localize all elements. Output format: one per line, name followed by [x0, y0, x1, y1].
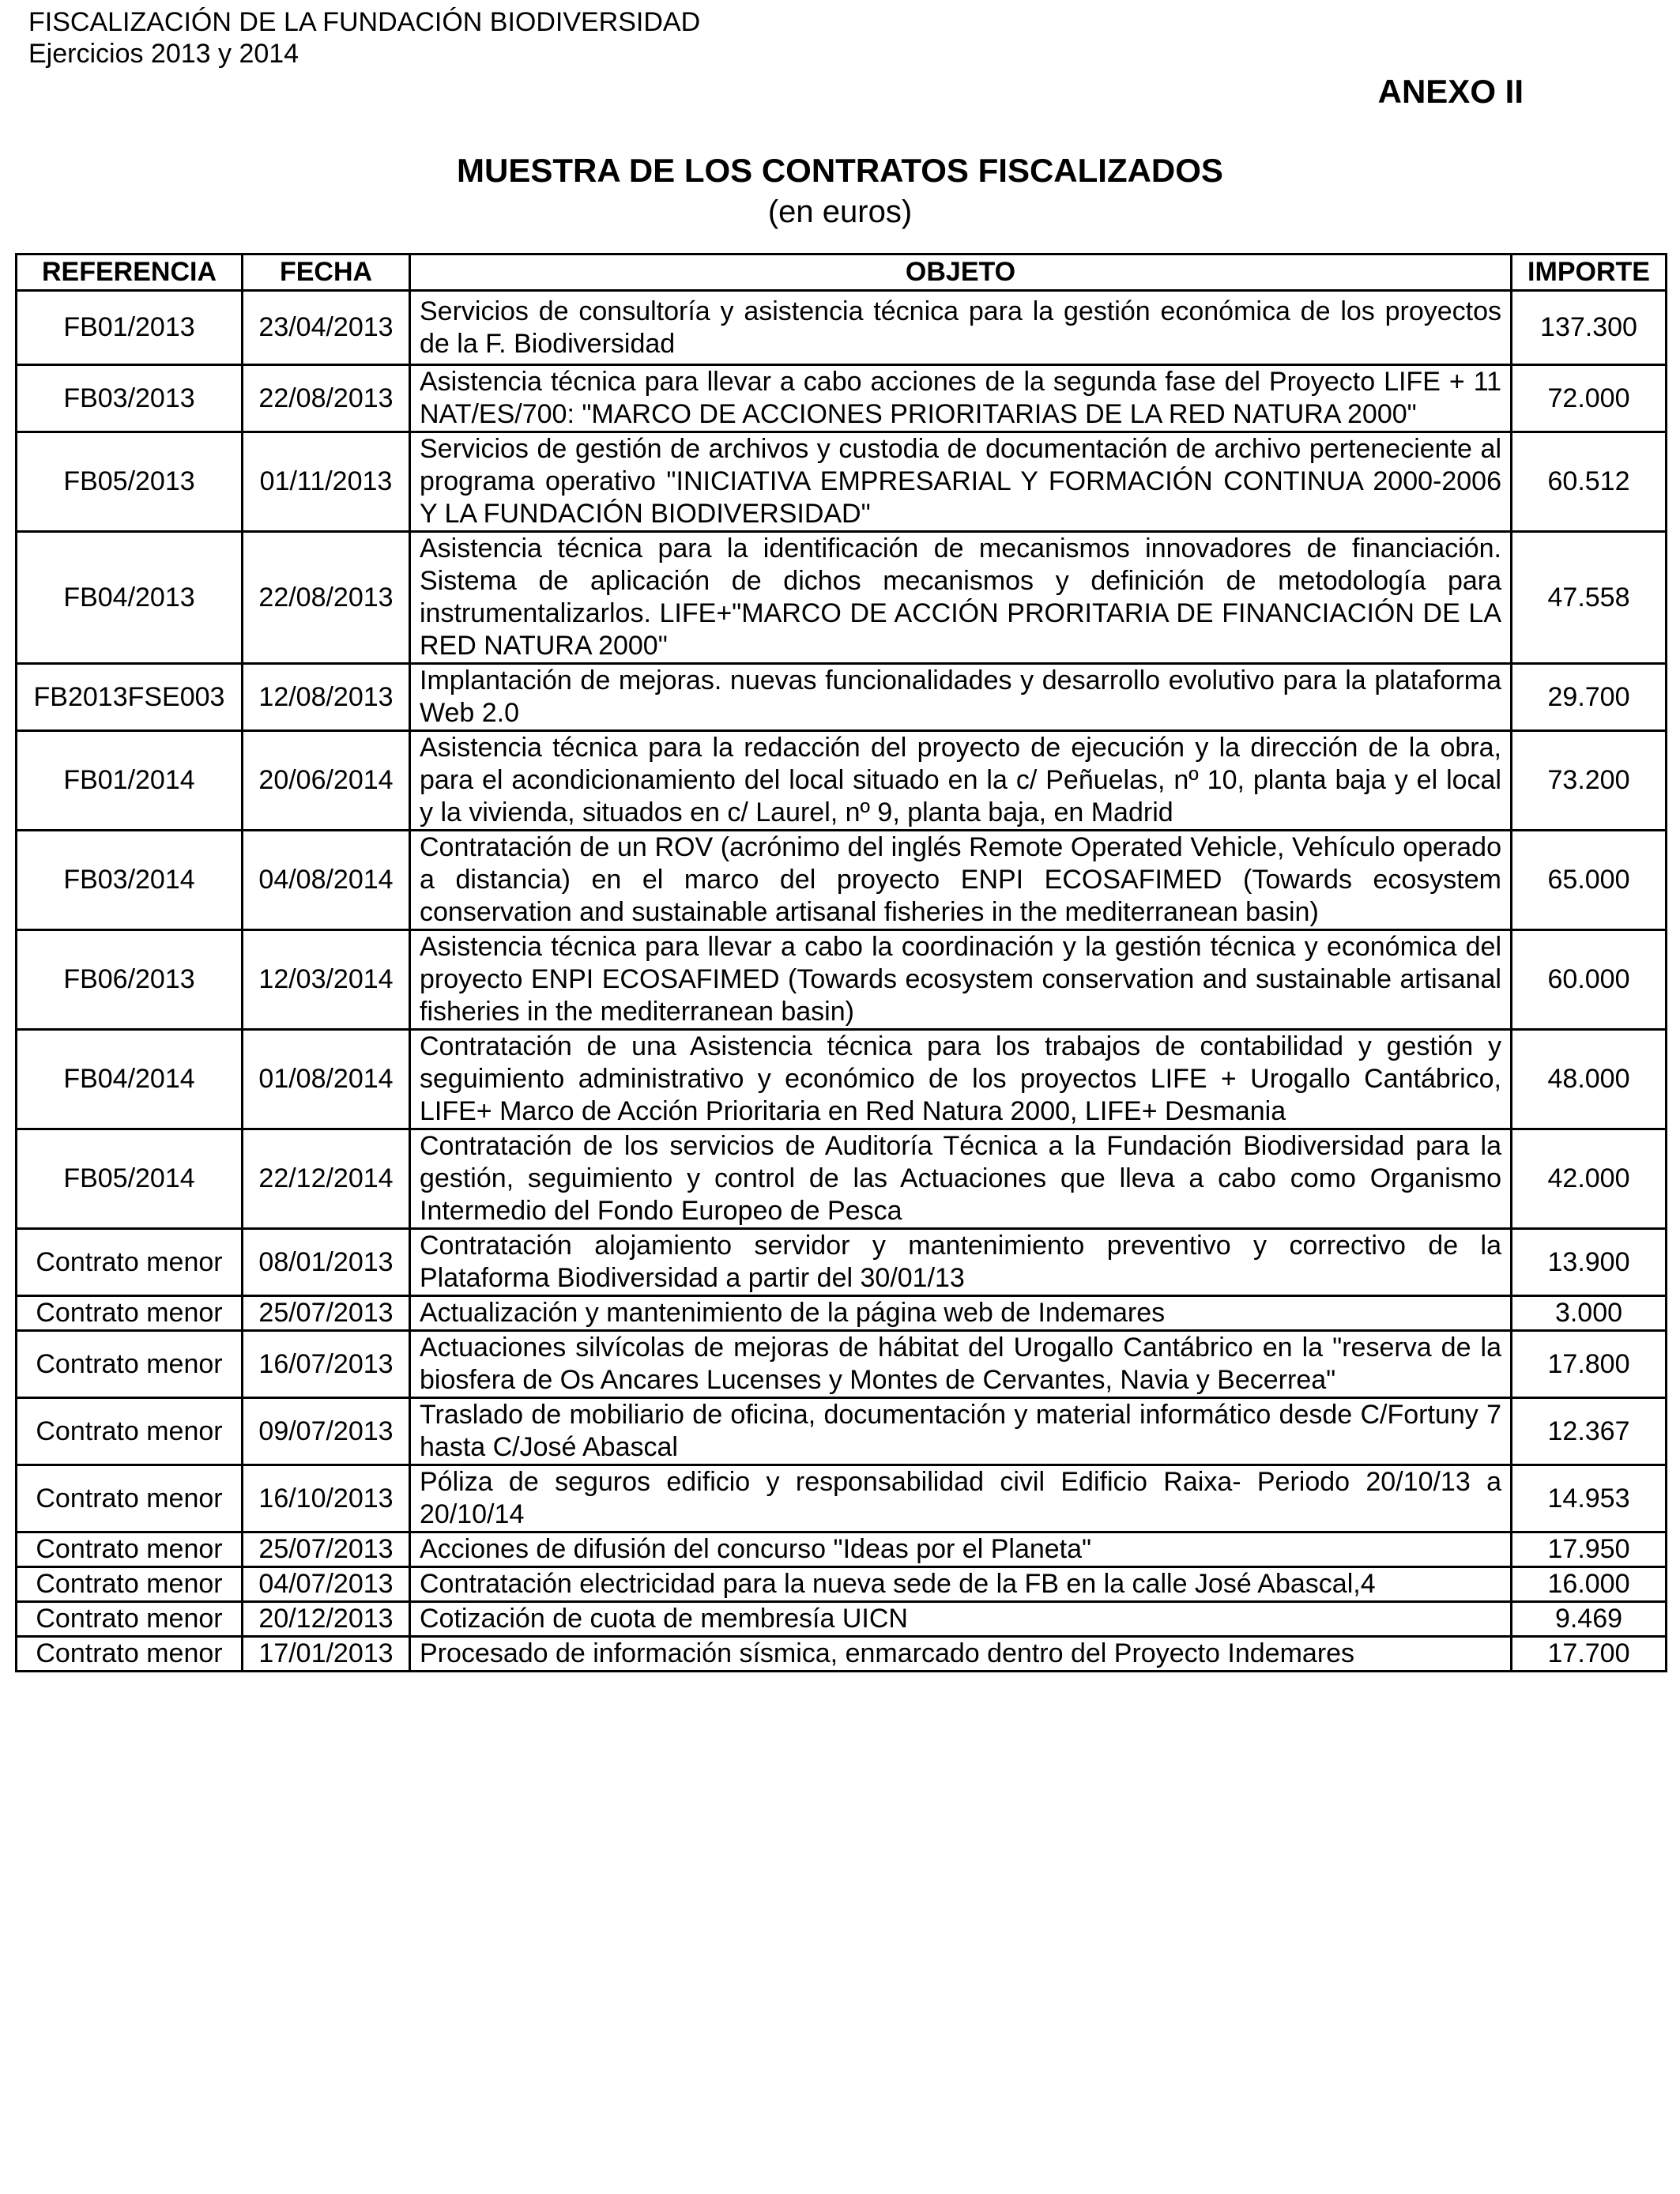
- cell-importe: 17.950: [1512, 1532, 1667, 1567]
- table-row: [17, 1296, 1667, 1331]
- col-header-importe: IMPORTE: [1512, 254, 1667, 291]
- cell-referencia: Contrato menor: [17, 1296, 243, 1331]
- cell-objeto: Servicios de gestión de archivos y custodia de documentación de archivo perteneciente al programa operativo "INICIATIVA EMPRESARIAL Y FORMACIÓN CONTINUA 2000-2006 Y LA FUNDACIÓN BIODIVERSIDAD": [410, 432, 1512, 532]
- cell-importe: 73.200: [1512, 731, 1667, 831]
- cell-objeto: Actuaciones silvícolas de mejoras de hábitat del Urogallo Cantábrico en la "reserva de la biosfera de Os Ancares Lucenses y Montes de Cervantes, Navia y Becerrea": [410, 1331, 1512, 1398]
- cell-objeto: Procesado de información sísmica, enmarcado dentro del Proyecto Indemares: [410, 1637, 1512, 1672]
- cell-fecha: 12/03/2014: [243, 930, 410, 1030]
- cell-objeto: Servicios de consultoría y asistencia técnica para la gestión económica de los proyectos de la F. Biodiversidad: [410, 291, 1512, 365]
- cell-importe: 17.700: [1512, 1637, 1667, 1672]
- table-row: [17, 1637, 1667, 1672]
- cell-objeto: Contratación de una Asistencia técnica para los trabajos de contabilidad y gestión y seguimiento administrativo y económico de los proyectos LIFE + Urogallo Cantábrico, LIFE+ Marco de Acción Prioritaria en Red Natura 2000, LIFE+ Desmania: [410, 1030, 1512, 1129]
- table-row: [17, 432, 1667, 532]
- cell-importe: 60.512: [1512, 432, 1667, 532]
- cell-fecha: 22/12/2014: [243, 1129, 410, 1229]
- cell-objeto: Contratación de los servicios de Auditoría Técnica a la Fundación Biodiversidad para la gestión, seguimiento y control de las Actuaciones que lleva a cabo como Organismo Intermedio del Fondo Europeo de Pesca: [410, 1129, 1512, 1229]
- table-row: [17, 664, 1667, 731]
- cell-objeto: Contratación de un ROV (acrónimo del inglés Remote Operated Vehicle, Vehículo operado a distancia) en el marco del proyecto ENPI ECOSAFIMED (Towards ecosystem conservation and sustainable artisanal fisheries in the mediterranean basin): [410, 831, 1512, 930]
- cell-referencia: FB04/2014: [17, 1030, 243, 1129]
- cell-referencia: Contrato menor: [17, 1331, 243, 1398]
- cell-fecha: 16/10/2013: [243, 1465, 410, 1532]
- cell-importe: 16.000: [1512, 1567, 1667, 1602]
- cell-importe: 48.000: [1512, 1030, 1667, 1129]
- cell-fecha: 04/07/2013: [243, 1567, 410, 1602]
- cell-objeto: Asistencia técnica para la redacción del proyecto de ejecución y la dirección de la obra, para el acondicionamiento del local situado en la c/ Peñuelas, nº 10, planta baja y el local y la vivienda, situados en c/ Laurel, nº 9, planta baja, en Madrid: [410, 731, 1512, 831]
- cell-referencia: FB2013FSE003: [17, 664, 243, 731]
- cell-objeto: Traslado de mobiliario de oficina, documentación y material informático desde C/Fortuny 7 hasta C/José Abascal: [410, 1398, 1512, 1465]
- cell-fecha: 16/07/2013: [243, 1331, 410, 1398]
- table-row: [17, 532, 1667, 664]
- table-header-row: [17, 254, 1667, 291]
- cell-objeto: Contratación electricidad para la nueva sede de la FB en la calle José Abascal,4: [410, 1567, 1512, 1602]
- cell-importe: 65.000: [1512, 831, 1667, 930]
- cell-fecha: 20/06/2014: [243, 731, 410, 831]
- table-row: [17, 1229, 1667, 1296]
- cell-referencia: FB01/2013: [17, 291, 243, 365]
- col-header-referencia: REFERENCIA: [17, 254, 243, 291]
- cell-importe: 3.000: [1512, 1296, 1667, 1331]
- cell-referencia: FB03/2013: [17, 365, 243, 432]
- cell-fecha: 09/07/2013: [243, 1398, 410, 1465]
- cell-fecha: 01/08/2014: [243, 1030, 410, 1129]
- table-row: [17, 1331, 1667, 1398]
- table-row: [17, 1398, 1667, 1465]
- col-header-fecha: FECHA: [243, 254, 410, 291]
- cell-fecha: 22/08/2013: [243, 365, 410, 432]
- cell-fecha: 23/04/2013: [243, 291, 410, 365]
- cell-referencia: Contrato menor: [17, 1465, 243, 1532]
- table-row: [17, 1129, 1667, 1229]
- cell-fecha: 17/01/2013: [243, 1637, 410, 1672]
- cell-importe: 42.000: [1512, 1129, 1667, 1229]
- cell-referencia: Contrato menor: [17, 1229, 243, 1296]
- cell-importe: 13.900: [1512, 1229, 1667, 1296]
- annex-label: ANEXO II: [1377, 73, 1524, 110]
- col-header-objeto: OBJETO: [410, 254, 1512, 291]
- cell-referencia: Contrato menor: [17, 1602, 243, 1637]
- cell-importe: 60.000: [1512, 930, 1667, 1030]
- table-row: [17, 1030, 1667, 1129]
- cell-referencia: FB05/2013: [17, 432, 243, 532]
- cell-referencia: Contrato menor: [17, 1567, 243, 1602]
- cell-fecha: 04/08/2014: [243, 831, 410, 930]
- cell-fecha: 25/07/2013: [243, 1532, 410, 1567]
- cell-importe: 72.000: [1512, 365, 1667, 432]
- cell-fecha: 12/08/2013: [243, 664, 410, 731]
- cell-referencia: FB05/2014: [17, 1129, 243, 1229]
- cell-objeto: Acciones de difusión del concurso "Ideas por el Planeta": [410, 1532, 1512, 1567]
- cell-fecha: 20/12/2013: [243, 1602, 410, 1637]
- table-row: [17, 930, 1667, 1030]
- cell-importe: 47.558: [1512, 532, 1667, 664]
- cell-referencia: FB04/2013: [17, 532, 243, 664]
- table-row: [17, 291, 1667, 365]
- cell-objeto: Asistencia técnica para la identificación de mecanismos innovadores de financiación. Sistema de aplicación de dichos mecanismos y definición de metodología para instrumentalizarlos. LIFE+"MARCO DE ACCIÓN PRORITARIA DE FINANCIACIÓN DE LA RED NATURA 2000": [410, 532, 1512, 664]
- cell-referencia: Contrato menor: [17, 1532, 243, 1567]
- cell-referencia: Contrato menor: [17, 1637, 243, 1672]
- cell-importe: 14.953: [1512, 1465, 1667, 1532]
- report-title: FISCALIZACIÓN DE LA FUNDACIÓN BIODIVERSIDAD: [28, 7, 701, 37]
- table-row: [17, 1602, 1667, 1637]
- cell-importe: 12.367: [1512, 1398, 1667, 1465]
- cell-objeto: Implantación de mejoras. nuevas funcionalidades y desarrollo evolutivo para la plataforma Web 2.0: [410, 664, 1512, 731]
- table-row: [17, 1465, 1667, 1532]
- cell-objeto: Asistencia técnica para llevar a cabo acciones de la segunda fase del Proyecto LIFE + 11 NAT/ES/700: "MARCO DE ACCIONES PRIORITARIAS DE LA RED NATURA 2000": [410, 365, 1512, 432]
- table-row: [17, 1567, 1667, 1602]
- contracts-table: [15, 253, 1667, 1672]
- page-title: MUESTRA DE LOS CONTRATOS FISCALIZADOS: [457, 152, 1223, 189]
- cell-objeto: Póliza de seguros edificio y responsabilidad civil Edificio Raixa- Periodo 20/10/13 a 20/10/14: [410, 1465, 1512, 1532]
- table-row: [17, 365, 1667, 432]
- cell-importe: 29.700: [1512, 664, 1667, 731]
- cell-referencia: FB03/2014: [17, 831, 243, 930]
- cell-importe: 9.469: [1512, 1602, 1667, 1637]
- cell-fecha: 22/08/2013: [243, 532, 410, 664]
- cell-importe: 17.800: [1512, 1331, 1667, 1398]
- table-row: [17, 731, 1667, 831]
- cell-fecha: 08/01/2013: [243, 1229, 410, 1296]
- cell-referencia: Contrato menor: [17, 1398, 243, 1465]
- table-row: [17, 1532, 1667, 1567]
- page-subtitle: (en euros): [767, 194, 913, 229]
- cell-objeto: Cotización de cuota de membresía UICN: [410, 1602, 1512, 1637]
- cell-fecha: 25/07/2013: [243, 1296, 410, 1331]
- cell-importe: 137.300: [1512, 291, 1667, 365]
- cell-fecha: 01/11/2013: [243, 432, 410, 532]
- cell-referencia: FB06/2013: [17, 930, 243, 1030]
- table-row: [17, 831, 1667, 930]
- cell-objeto: Asistencia técnica para llevar a cabo la coordinación y la gestión técnica y económica del proyecto ENPI ECOSAFIMED (Towards ecosystem conservation and sustainable artisanal fisheries in the mediterranean basin): [410, 930, 1512, 1030]
- cell-objeto: Contratación alojamiento servidor y mantenimiento preventivo y correctivo de la Plataforma Biodiversidad a partir del 30/01/13: [410, 1229, 1512, 1296]
- cell-objeto: Actualización y mantenimiento de la página web de Indemares: [410, 1296, 1512, 1331]
- cell-referencia: FB01/2014: [17, 731, 243, 831]
- report-period: Ejercicios 2013 y 2014: [28, 39, 299, 69]
